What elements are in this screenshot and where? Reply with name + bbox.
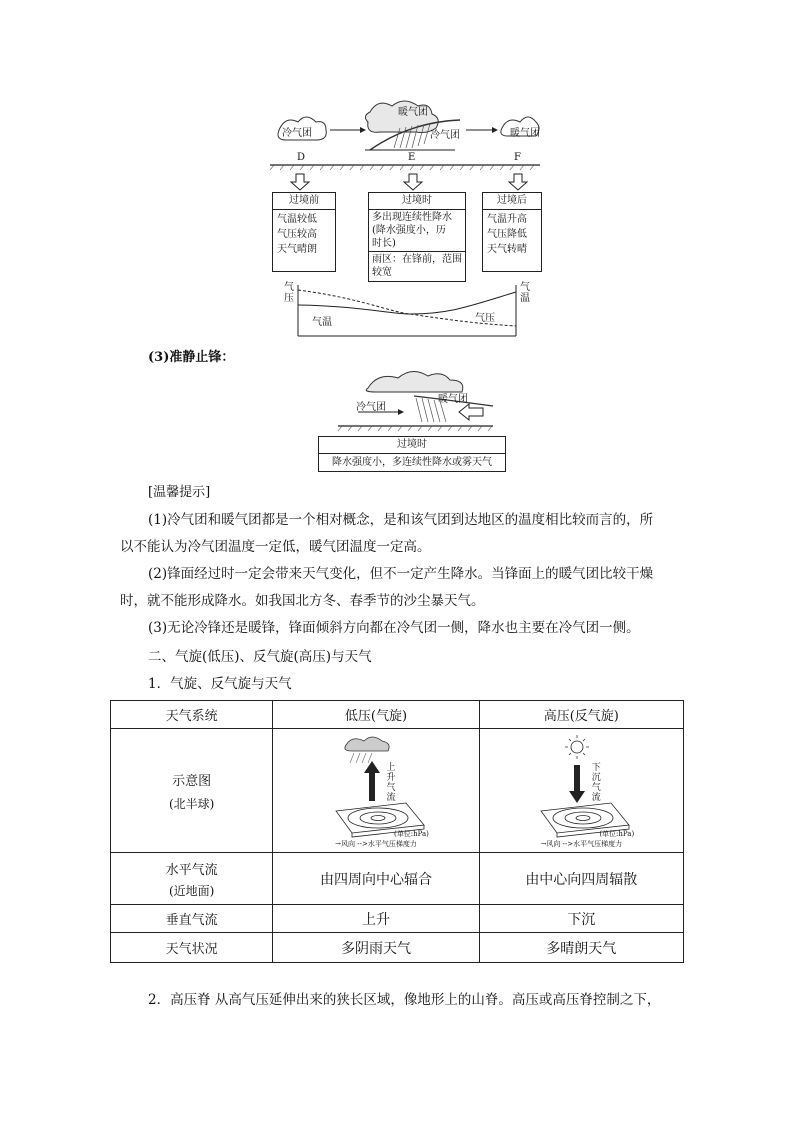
after-line: 气温升高: [487, 214, 527, 225]
stationary-box: [318, 436, 506, 472]
during-box: [368, 192, 466, 282]
diagram-label-cell: [111, 729, 273, 853]
temp-curve-label: 气温: [312, 317, 332, 328]
stationary-box-text: 降水强度小，多连续性降水或雾天气: [332, 457, 492, 468]
stationary-cloud-icon: [366, 371, 463, 392]
before-line: 气温较低: [277, 214, 317, 225]
during-extra: 较宽: [372, 267, 392, 278]
rise-label: 上升气流: [386, 762, 396, 803]
before-line: 气压较高: [277, 229, 317, 240]
tip-line: (1)冷气团和暖气团都是一个相对概念，是和该气团到达地区的温度相比较而言的，所: [148, 512, 654, 528]
section2-heading: 二、气旋(低压)、反气旋(高压)与天气: [148, 649, 372, 665]
table-row: [111, 933, 684, 963]
tip-line: 以不能认为冷气团温度一定低，暖气团温度一定高。: [120, 539, 431, 555]
warm-mass-label-2: 暖气团: [438, 394, 468, 405]
point-f: F: [514, 152, 521, 163]
table-row: [111, 729, 684, 853]
sun-icon: [571, 741, 583, 753]
vertical-label: 垂直气流: [111, 905, 273, 933]
warm-arrow-icon: [459, 404, 483, 420]
point-e: E: [408, 152, 416, 163]
rain-cloud-icon: [345, 737, 389, 751]
diagram-sub: (北半球): [168, 796, 215, 811]
table-cell: 由中心向四周辐散: [479, 853, 683, 905]
horizontal-label: 水平气流: [165, 862, 218, 878]
after-line: 天气转晴: [487, 244, 527, 255]
table-row: [111, 853, 684, 905]
warm-front-diagram: [270, 100, 540, 340]
tip-line: (2)锋面经过时一定会带来天气变化，但不一定产生降水。当锋面上的暖气团比较干燥: [148, 566, 654, 582]
cold-mass-label: 冷气团: [356, 402, 386, 413]
down-arrows: [291, 174, 527, 190]
table-cell: 多阴雨天气: [273, 933, 479, 963]
horizontal-sub: (近地面): [168, 883, 215, 898]
weather-label: 天气状况: [111, 933, 273, 963]
after-title: 过境后: [483, 193, 541, 210]
left-mass-label: 冷气团: [282, 128, 312, 139]
high-pressure-diagram-cell: [479, 729, 683, 853]
during-line: 时长): [372, 238, 396, 249]
table-cell: 下沉: [479, 905, 683, 933]
right-mass-label: 暖气团: [510, 128, 540, 139]
low-pressure-diagram-cell: [273, 729, 479, 853]
diagram-label: 示意图: [172, 773, 212, 789]
warm-mass-label: 暖气团: [398, 107, 428, 118]
table-row: [111, 905, 684, 933]
table-header: 天气系统: [111, 701, 273, 729]
rise-arrow-icon: [364, 761, 380, 801]
table-cell: 由四周向中心辐合: [273, 853, 479, 905]
table-header-row: [111, 701, 684, 729]
tip-line: (3)无论冷锋还是暖锋，锋面倾斜方向都在冷气团一侧，降水也主要在冷气团一侧。: [148, 620, 640, 636]
pressure-curve-label: 气压: [475, 313, 495, 324]
legend-label: →风向 -->水平气压梯度力: [540, 839, 623, 848]
unit-label: (单位:hPa): [599, 829, 635, 838]
point-d: D: [297, 152, 306, 163]
stationary-front-diagram: [318, 370, 508, 475]
before-title: 过境前: [273, 193, 335, 210]
stationary-box-title: 过境时: [319, 437, 505, 454]
axis-right-label: 气温: [520, 282, 530, 304]
low-pressure-diagram: [316, 733, 436, 849]
axis-left-label: 气压: [284, 282, 294, 304]
tip-title: [温馨提示]: [148, 485, 211, 500]
after-box: [482, 192, 542, 272]
during-line: (降水强度小，历: [372, 225, 446, 236]
sink-arrow-icon: [569, 765, 585, 803]
before-line: 天气晴朗: [277, 244, 317, 255]
during-title: 过境时: [369, 193, 465, 210]
before-box: [272, 192, 336, 272]
cyclone-table: [110, 700, 684, 963]
sub1-heading: 1．气旋、反气旋与天气: [148, 676, 292, 692]
high-pressure-diagram: [521, 733, 641, 849]
sink-label: 下沉气流: [591, 762, 601, 803]
unit-label: (单位:hPa): [393, 829, 429, 838]
tip-line: 时，就不能形成降水。如我国北方冬、春季节的沙尘暴天气。: [120, 593, 485, 609]
during-line: 多出现连续性降水: [372, 212, 452, 223]
table-cell: 多晴朗天气: [479, 933, 683, 963]
table-header: 低压(气旋): [273, 701, 479, 729]
horizontal-label-cell: [111, 853, 273, 905]
sub2-text: 2．高压脊 从高气压延伸出来的狭长区域，像地形上的山脊。高压或高压脊控制之下，: [148, 992, 661, 1008]
middle-mass-label: 冷气团: [430, 130, 460, 141]
during-extra: 雨区：在锋前，范围: [372, 254, 462, 265]
table-header: 高压(反气旋): [479, 701, 683, 729]
section3-title: (3)准静止锋：: [148, 350, 235, 365]
table-cell: 上升: [273, 905, 479, 933]
after-line: 气压降低: [487, 229, 527, 240]
legend-label: →风向 -->水平气压梯度力: [335, 839, 417, 848]
